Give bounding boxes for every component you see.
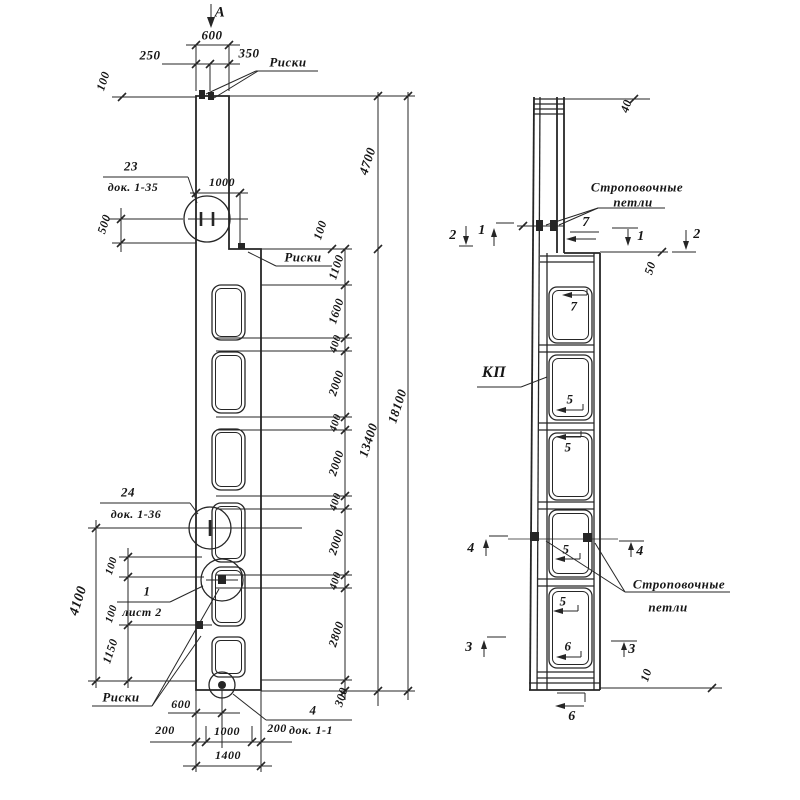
lifting-loops-label-bottom-2: петли [648, 599, 688, 615]
detail-4-number: 4 [309, 702, 317, 718]
riski-label-top: Риски [269, 54, 307, 70]
opening-mark-5: 5 [566, 391, 574, 407]
section-mark-4-right: 4 [636, 544, 644, 559]
chain-dim-1600: 1600 [325, 296, 347, 326]
dim-1150: 1150 [99, 636, 121, 666]
section-mark-2-left: 2 [449, 228, 457, 243]
dim-350: 350 [238, 45, 260, 61]
section-mark-1-left: 1 [478, 223, 486, 238]
section-mark-1-right: 1 [637, 229, 645, 244]
section-mark-2-right: 2 [693, 227, 701, 242]
detail-23-doc: док. 1-35 [107, 180, 159, 194]
opening-mark-5: 5 [562, 541, 570, 557]
dim-500: 500 [94, 212, 114, 236]
dim-200-right: 200 [267, 721, 287, 735]
riski-label-bottom: Риски [102, 689, 140, 705]
chain-dim-2000: 2000 [325, 527, 347, 557]
front-view-dimension-lines [88, 4, 415, 772]
dim-100-ledge: 100 [310, 218, 330, 242]
dim-100-top-left: 100 [93, 69, 113, 93]
section-mark-4-left: 4 [467, 541, 475, 556]
chain-dim-400: 400 [327, 570, 345, 592]
section-mark-3-left: 3 [465, 640, 473, 655]
dim-1000: 1000 [209, 175, 235, 189]
section-mark-3-right: 3 [628, 642, 636, 657]
dim-10: 10 [637, 666, 655, 684]
detail-24-number: 24 [121, 484, 135, 500]
dim-1000-bottom: 1000 [214, 724, 240, 738]
view-mark-6: 6 [568, 709, 576, 724]
dim-600-top: 600 [201, 27, 223, 43]
mark-7: 7 [582, 215, 590, 230]
dim-18100: 18100 [384, 387, 410, 425]
chain-dim-2000: 2000 [325, 448, 347, 478]
lifting-loops-label-top-2: петли [613, 194, 653, 210]
detail-4-doc: док. 1-1 [288, 723, 334, 737]
front-view-openings [212, 285, 245, 677]
opening-mark-5: 5 [559, 593, 567, 609]
dim-4700: 4700 [355, 145, 379, 177]
section-mark-a: А [214, 4, 226, 21]
dim-100-left-a: 100 [103, 555, 121, 577]
kp-label: КП [481, 364, 507, 381]
dim-600-bottom: 600 [171, 697, 191, 711]
opening-mark-7: 7 [570, 298, 578, 314]
dim-4100: 4100 [66, 584, 91, 618]
chain-dim-300: 300 [331, 685, 351, 709]
opening-mark-5: 5 [564, 439, 572, 455]
dim-100-left-b: 100 [103, 603, 121, 625]
dim-250: 250 [139, 47, 161, 63]
chain-dim-400: 400 [327, 412, 345, 434]
chain-dim-400: 400 [327, 333, 345, 355]
dim-200-left: 200 [155, 723, 175, 737]
dim-1400: 1400 [215, 748, 241, 762]
lifting-loops-label-top-1: Строповочные [590, 179, 684, 195]
opening-mark-6: 6 [564, 638, 572, 654]
dim-40: 40 [617, 97, 635, 115]
riski-label-ledge: Риски [284, 249, 322, 265]
detail-23-number: 23 [124, 158, 138, 174]
chain-dim-2000: 2000 [325, 368, 347, 398]
dim-13400: 13400 [355, 421, 381, 459]
detail-1-doc: лист 2 [122, 605, 162, 619]
lifting-loops-label-bottom-1: Строповочные [632, 576, 726, 592]
dim-50: 50 [641, 259, 659, 277]
detail-24-doc: док. 1-36 [110, 507, 162, 521]
chain-dim-1100: 1100 [325, 252, 347, 282]
detail-1-number: 1 [143, 583, 151, 599]
chain-dim-400: 400 [327, 491, 345, 513]
chain-dim-2800: 2800 [325, 619, 347, 649]
